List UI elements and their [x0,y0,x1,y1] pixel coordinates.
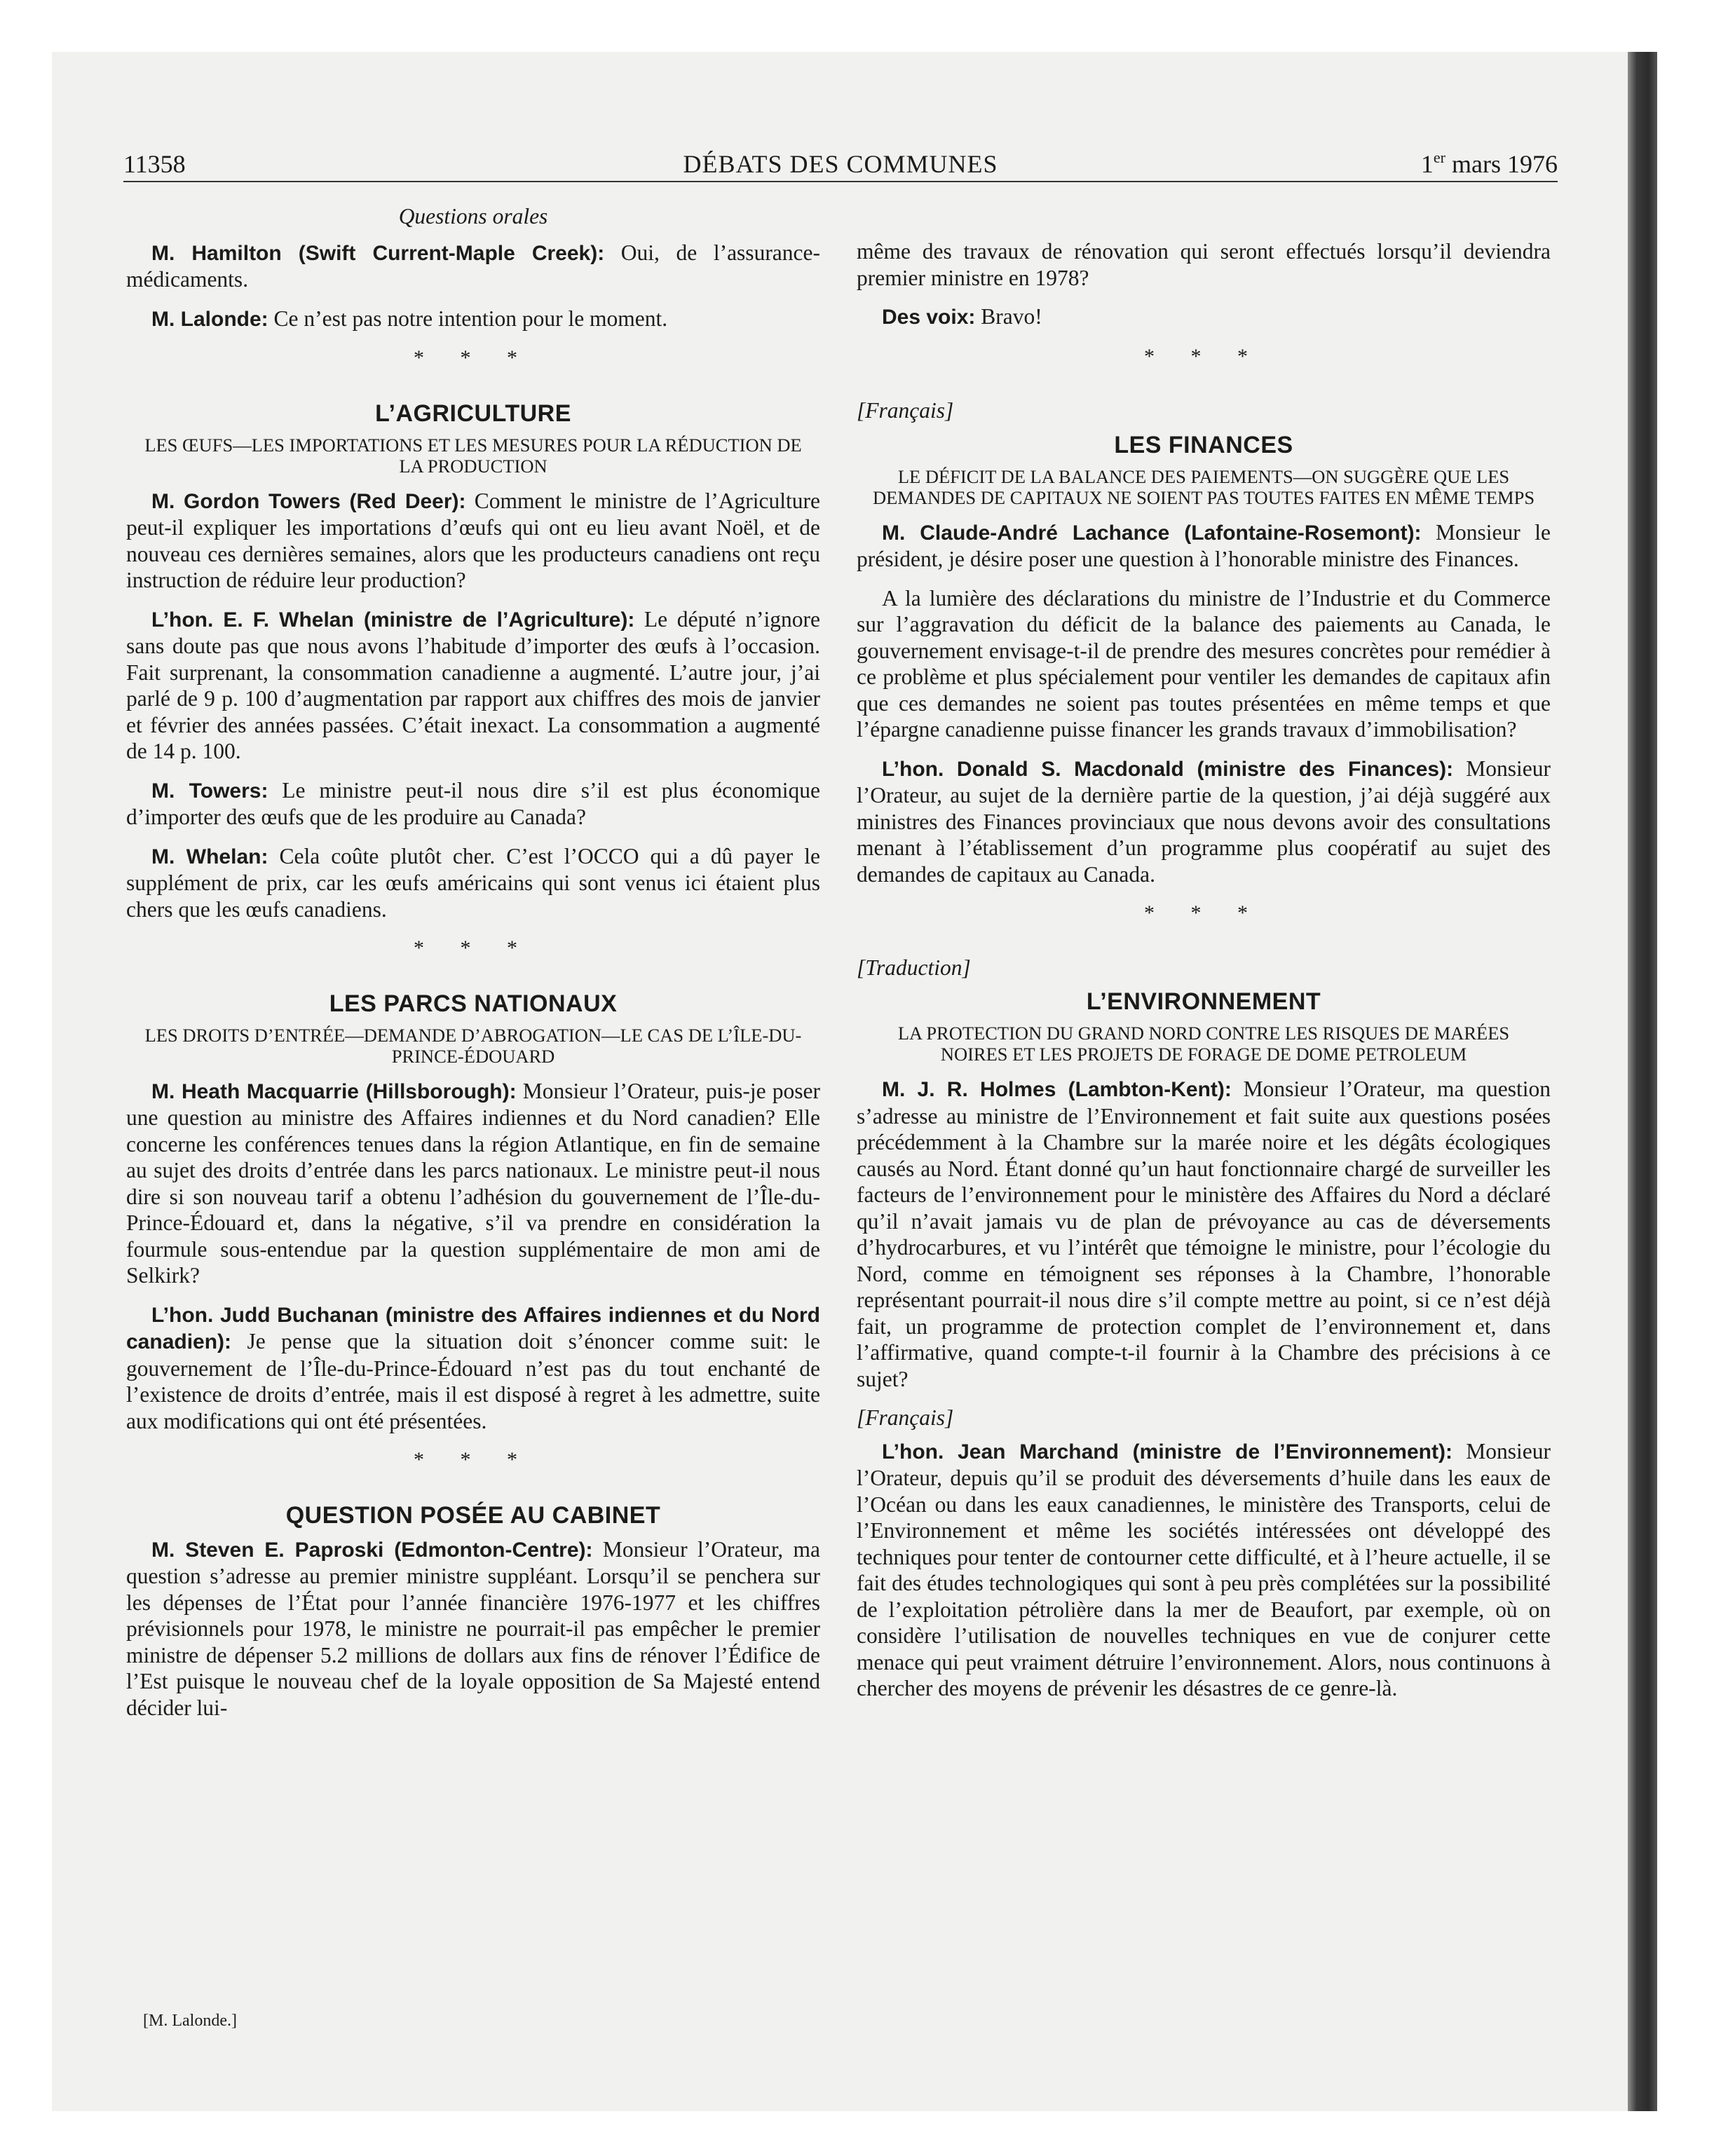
section-subheading: LES ŒUFS—LES IMPORTATIONS ET LES MESURES POUR LA RÉDUCTION DE LA PRODUCTION [144,434,802,477]
paragraph: A la lumière des déclarations du ministre de l’Industrie et du Commerce sur l’aggravation du déficit de la balance des paiements au Canada, le gouvernement envisage-t-il de prendre des mesures concrètes pour remédier à ce problème et plus spécialement pour ventiler les demandes de capitaux afin que ces demandes ne soient pas toutes présentées en même temps et que l’épargne canadienne puisse financer les grands travaux d’immobilisation? [857,585,1551,742]
section-subheading: LE DÉFICIT DE LA BALANCE DES PAIEMENTS—ON SUGGÈRE QUE LES DEMANDES DE CAPITAUX NE SOIENT PAS TOUTES FAITES EN MÊME TEMPS [872,465,1535,508]
section-subheading: LA PROTECTION DU GRAND NORD CONTRE LES RISQUES DE MARÉES NOIRES ET LES PROJETS DE FORAGE DE DOME PETROLEUM [897,1023,1510,1065]
paragraph: M. Hamilton (Swift Current-Maple Creek): Oui, de l’assurance-médicaments. [126,240,820,292]
page-header [123,147,1558,182]
paragraph: M. Steven E. Paproski (Edmonton-Centre): Monsieur l’Orateur, ma question s’adresse au premier ministre suppléant. Lorsqu’il se penchera sur les dépenses de l’État pour l’année financière 1976-1977 et les chiffres prévisionnels pour 1978, le ministre ne pourrait-il pas empêcher le premier ministre de dépenser 5.2 millions de dollars aux fins de rénover l’Édifice de l’Est puisque le nouveau chef de la loyale opposition de Sa Majesté entend décider lui- [126,1536,820,1720]
page-number: 11358 [123,150,186,178]
footer-speaker-note: [M. Lalonde.] [143,2012,237,2030]
section-heading-cabinet: QUESTION POSÉE AU CABINET [285,1501,661,1529]
paragraph: M. Gordon Towers (Red Deer): Comment le ministre de l’Agriculture peut-il expliquer les importations d’œufs qui ont eu lieu avant Noël, et de nouveau ces dernières semaines, alors que les producteurs canadiens ont reçu instruction de réduire leur production? [126,488,820,592]
speaker-name: M. Heath Macquarrie (Hillsborough): [151,1079,517,1103]
speaker-name: M. Towers: [151,779,268,803]
language-marker: [Traduction] [857,955,971,980]
section-separator: * * * [414,1448,533,1471]
section-rubric: Questions orales [398,204,548,228]
paragraph: L’hon. Jean Marchand (ministre de l’Environnement): Monsieur l’Orateur, depuis qu’il se produit des déversements d’huile dans les eaux de l’Océan ou dans les eaux canadiennes, le ministère des Transports, celui de l’Environnement et même les sociétés intéressées ont développé des techniques pour tenter de contourner cette difficulté, et à l’heure actuelle, il se fait des études technologiques qui sont à peu près complétées sur la possibilité de l’exploitation pétrolière dans la mer de Beaufort, par exemple, où on considère l’utilisation de nouvelles techniques en vue de conjurer cette menace qui peut vraiment détruire l’environnement. Alors, nous continuons à chercher des moyens de prévenir les désastres de ce genre-là. [857,1438,1551,1700]
speaker-name: M. Whelan: [151,845,268,868]
section-heading-agriculture: L’AGRICULTURE [375,400,571,427]
speaker-name: L’hon. Donald S. Macdonald (ministre des Finances): [882,757,1454,781]
speaker-name: M. Lalonde: [151,307,268,331]
speaker-name: M. J. R. Holmes (Lambton-Kent): [882,1078,1232,1101]
paragraph: L’hon. Donald S. Macdonald (ministre des Finances): Monsieur l’Orateur, au sujet de la dernière partie de la question, j’ai déjà suggéré aux ministres des Finances provinciaux que nous devons avoir des consultations menant à l’établissement d’un programme plus coopératif au sujet des demandes de capitaux au Canada. [857,756,1551,887]
paragraph: M. Claude-André Lachance (Lafontaine-Rosemont): Monsieur le président, je désire poser une question à l’honorable ministre des Finances. [857,519,1551,571]
paragraph: Des voix: Bravo! [882,304,1042,329]
paragraph: M. J. R. Holmes (Lambton-Kent): Monsieur l’Orateur, ma question s’adresse au ministre de l’Environnement et fait suite aux questions posées précédemment à la Chambre sur la marée noire et les dégâts écologiques causés au Nord. Étant donné qu’un haut fonctionnaire chargé de surveiller les facteurs de l’environnement pour le ministère des Affaires du Nord a déclaré qu’il n’avait jamais vu de plan de prévoyance au cas de déversements d’hydrocarbures, et vu l’intérêt que témoigne le ministre, pour l’écologie du Nord, comme en témoignent ses réponses à la Chambre, l’honorable représentant pourrait-il nous dire s’il compte mettre au point, si ce n’est déjà fait, un programme de protection complet de l’environnement et, dans l’affirmative, quand compte-t-il fournir à la Chambre des précisions à ce sujet? [857,1077,1551,1391]
right-column [857,238,1551,1714]
paragraph: L’hon. E. F. Whelan (ministre de l’Agriculture): Le député n’ignore sans doute pas que nous avons l’habitude d’importer des œufs à l’occasion. Fait surprenant, la consommation canadienne a augmenté. L’autre jour, j’ai parlé de 9 p. 100 d’augmentation par rapport aux chiffres des mois de janvier et février des années passées. C’était inexact. La consommation a augmenté de 14 p. 100. [126,606,820,763]
speaker-name: L’hon. Judd Buchanan (ministre des Affaires indiennes et du Nord canadien): [126,1303,820,1353]
page-binding-edge [1628,52,1657,2111]
paragraph-continued: même des travaux de rénovation qui seront effectués lorsqu’il deviendra premier ministre en 1978? [857,239,1551,290]
language-marker: [Français] [857,1405,954,1430]
paragraph: M. Whelan: Cela coûte plutôt cher. C’est l’OCCO qui a dû payer le supplément de prix, car les œufs américains qui sont venus ici étaient plus chers que les œufs canadiens. [126,843,820,922]
journal-title: DÉBATS DES COMMUNES [683,150,998,178]
speaker-name: L’hon. Jean Marchand (ministre de l’Environnement): [882,1440,1452,1464]
language-marker: [Français] [857,398,954,423]
paragraph: M. Towers: Le ministre peut-il nous dire s’il est plus économique d’importer des œufs que de les produire au Canada? [126,777,820,829]
speaker-name: M. Hamilton (Swift Current-Maple Creek): [151,241,605,265]
section-heading-environnement: L’ENVIRONNEMENT [1086,988,1321,1015]
section-separator: * * * [1144,344,1263,368]
section-separator: * * * [414,346,533,369]
speaker-name: Des voix: [882,306,976,329]
section-separator: * * * [1144,901,1263,925]
section-heading-parcs: LES PARCS NATIONAUX [329,990,618,1017]
section-heading-finances: LES FINANCES [1114,431,1293,458]
speaker-name: M. Claude-André Lachance (Lafontaine-Rosemont): [882,521,1422,545]
paragraph: M. Lalonde: Ce n’est pas notre intention pour le moment. [151,306,668,331]
speaker-name: M. Gordon Towers (Red Deer): [151,489,466,513]
paragraph: L’hon. Judd Buchanan (ministre des Affaires indiennes et du Nord canadien): Je pense que la situation doit s’énoncer comme suit: le gouvernement de l’Île-du-Prince-Édouard n’est pas du tout enchanté de l’existence de droits d’entrée, mais il est disposé à regret à les admettre, suite aux modifications qui ont été présentées. [126,1303,820,1433]
speaker-name: M. Steven E. Paproski (Edmonton-Centre): [151,1538,593,1562]
section-separator: * * * [414,936,533,960]
left-column [126,203,820,1733]
section-subheading: LES DROITS D’ENTRÉE—DEMANDE D’ABROGATION—LE CAS DE L’ÎLE-DU-PRINCE-ÉDOUARD [144,1024,802,1067]
speaker-name: L’hon. E. F. Whelan (ministre de l’Agriculture): [151,608,635,632]
paragraph: M. Heath Macquarrie (Hillsborough): Monsieur l’Orateur, puis-je poser une question au ministre des Affaires indiennes et du Nord canadien? Elle concerne les conférences tenues dans la région Atlantique, en fin de semaine au sujet des droits d’entrée dans les parcs nationaux. Le ministre peut-il nous dire si son nouveau tarif a obtenu l’adhésion du gouvernement de l’Île-du-Prince-Édouard et, dans la négative, s’il va prendre en considération la fourmule sous-entendue par la question supplémentaire de mon ami de Selkirk? [126,1078,820,1288]
issue-date: 1er mars 1976 [1420,149,1558,178]
